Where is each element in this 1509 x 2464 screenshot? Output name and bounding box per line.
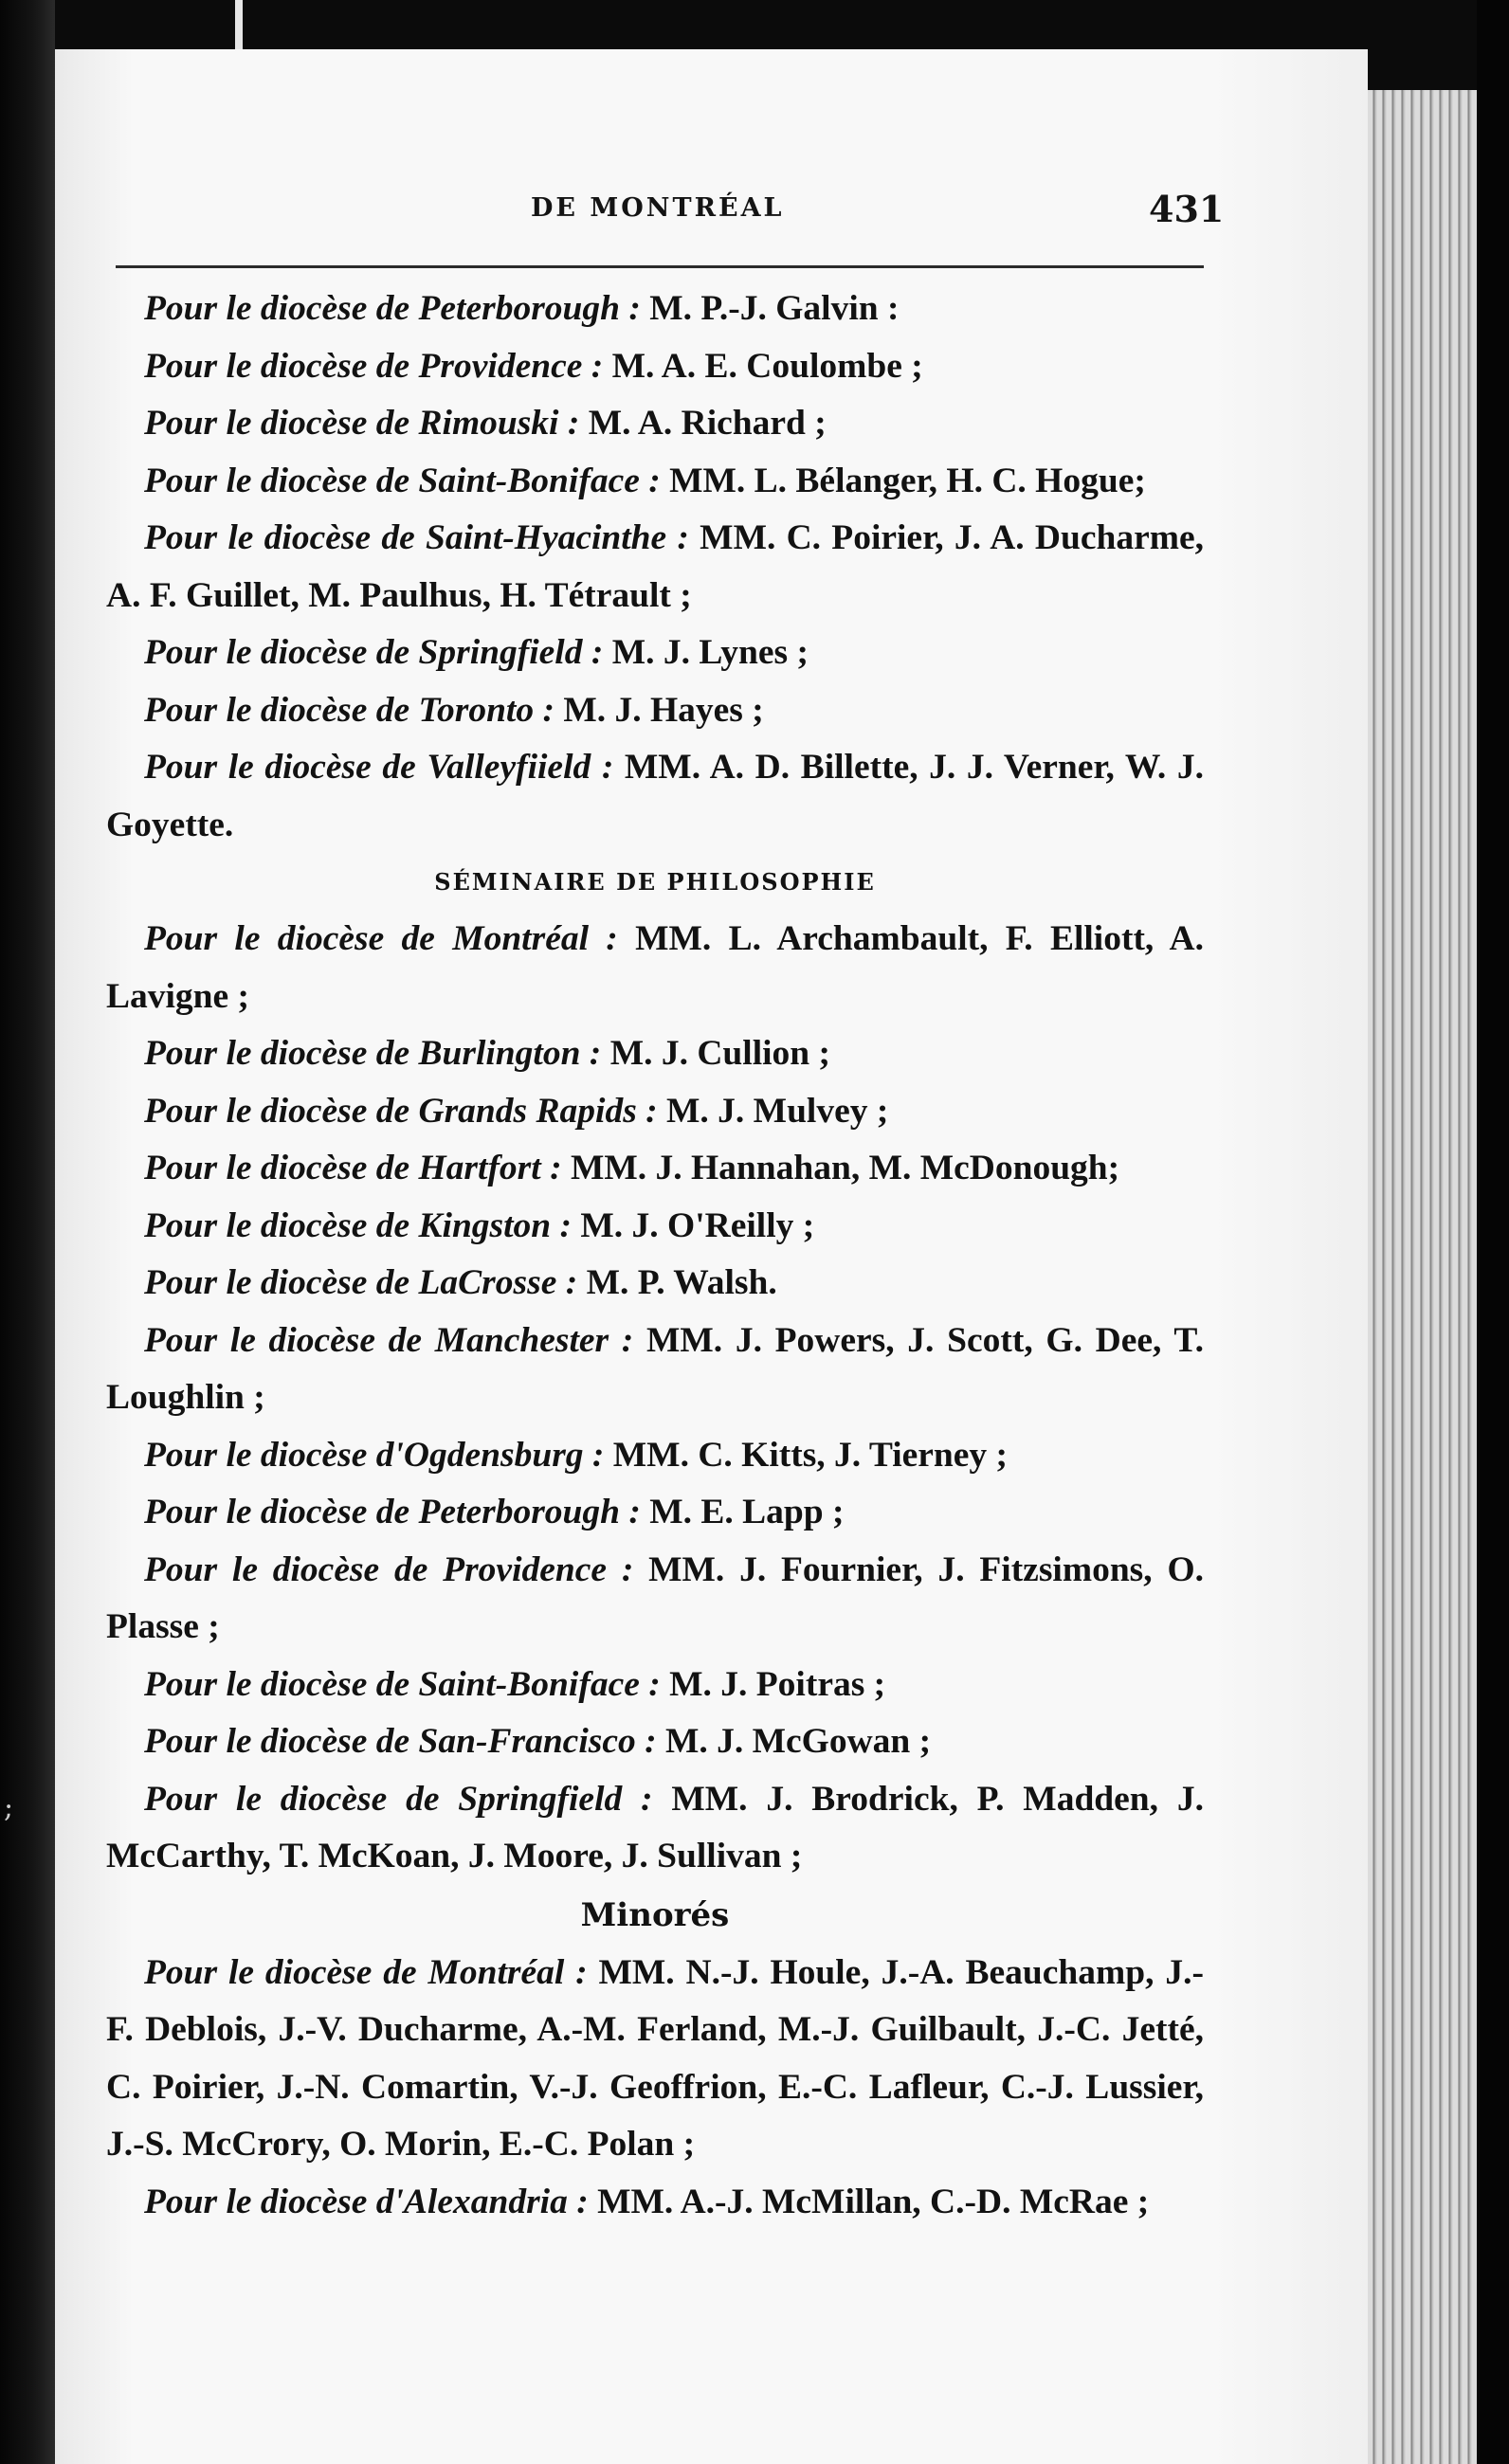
entry-paragraph <box>106 1198 1204 1256</box>
names-list: MM. J. Brodrick, P. Madden, J. McCarthy, T. McKoan, J. Moore, J. Sullivan ; <box>106 1779 1204 1875</box>
entry-paragraph <box>106 911 1204 1025</box>
header-rule <box>116 265 1204 268</box>
names-list: MM. N.-J. Houle, J.-A. Beauchamp, J.-F. Deblois, J.-V. Ducharme, A.-M. Ferland, M.-J. Guilbault, J.-C. Jetté, C. Poirier, J.-N. Comartin, V.-J. Geoffrion, E.-C. Lafleur, C.-J. Lussier, J.-S. McCrory, O. Morin, E.-C. Polan ; <box>106 1952 1204 2164</box>
diocese-label: Pour le diocèse de Springfield : <box>144 633 604 672</box>
diocese-label: Pour le diocèse de San-Francisco : <box>144 1722 657 1761</box>
entry-paragraph <box>106 1313 1204 1427</box>
diocese-label: Pour le diocèse de Manchester : <box>144 1320 634 1360</box>
entry-paragraph <box>106 1713 1204 1771</box>
scan-corner-mark <box>235 0 243 52</box>
names-list: MM. J. Powers, J. Scott, G. Dee, T. Loughlin ; <box>106 1320 1204 1417</box>
diocese-label: Pour le diocèse de Springfield : <box>144 1779 653 1819</box>
entry-paragraph <box>106 2174 1204 2232</box>
names-list: M. E. Lapp ; <box>640 1493 845 1531</box>
names-list: MM. A. D. Billette, J. J. Verner, W. J. Goyette. <box>106 748 1204 844</box>
diocese-label: Pour le diocèse de Rimouski : <box>144 404 580 443</box>
names-list: M. A. E. Coulombe ; <box>603 346 923 386</box>
diocese-label: Pour le diocèse de Saint-Boniface : <box>144 461 661 500</box>
section-heading: Minorés <box>580 1895 730 1934</box>
entry-paragraph <box>106 1427 1204 1485</box>
diocese-label: Pour le diocèse de Hartfort : <box>144 1149 562 1187</box>
names-list: M. J. McGowan ; <box>656 1722 932 1761</box>
names-list: M. P.-J. Galvin : <box>640 289 900 328</box>
entry-paragraph <box>106 1542 1204 1657</box>
names-list: MM. L. Archambault, F. Elliott, A. Lavigne ; <box>106 919 1205 1016</box>
names-list: M. J. Poitras ; <box>660 1664 886 1704</box>
names-list: MM. J. Hannahan, M. McDonough; <box>561 1149 1120 1187</box>
diocese-label: Pour le diocèse d'Ogdensburg : <box>144 1435 605 1475</box>
entry-paragraph <box>106 1255 1204 1313</box>
names-list: MM. J. Fournier, J. Fitzsimons, O. Plasse ; <box>106 1549 1204 1646</box>
names-list: MM. A.-J. McMillan, C.-D. McRae ; <box>588 2182 1150 2221</box>
diocese-label: Pour le diocèse de Montréal : <box>144 919 618 958</box>
diocese-label: Pour le diocèse de Providence : <box>144 1549 634 1589</box>
names-list: M. A. Richard ; <box>579 404 827 443</box>
entry-paragraph <box>106 1657 1204 1714</box>
names-list: MM. L. Bélanger, H. C. Hogue; <box>660 461 1146 500</box>
diocese-label: Pour le diocèse de Montréal : <box>144 1952 588 1992</box>
running-head: DE MONTRÉAL <box>531 193 785 223</box>
diocese-label: Pour le diocèse de Grands Rapids : <box>144 1091 658 1131</box>
diocese-label: Pour le diocèse de Providence : <box>144 346 604 386</box>
section-heading: SÉMINAIRE DE PHILOSOPHIE <box>434 868 876 896</box>
names-list: M. J. Lynes ; <box>603 633 809 672</box>
book-page-edges <box>1368 90 1477 2464</box>
entry-paragraph <box>106 1025 1204 1083</box>
diocese-label: Pour le diocèse de Burlington : <box>144 1034 602 1073</box>
diocese-label: Pour le diocèse de Peterborough : <box>144 1493 641 1531</box>
page-number: 431 <box>1149 188 1225 230</box>
entry-paragraph <box>106 281 1204 338</box>
diocese-label: Pour le diocèse de Saint-Boniface : <box>144 1664 661 1704</box>
diocese-label: Pour le diocèse de Kingston : <box>144 1205 573 1245</box>
names-list: M. J. Hayes ; <box>554 690 764 730</box>
entry-paragraph <box>106 1484 1204 1542</box>
entry-paragraph <box>106 1945 1204 2174</box>
diocese-label: Pour le diocèse d'Alexandria : <box>144 2182 589 2221</box>
entry-paragraph <box>106 625 1204 682</box>
names-list: MM. C. Poirier, J. A. Ducharme, A. F. Guillet, M. Paulhus, H. Tétrault ; <box>106 518 1204 615</box>
names-list: M. P. Walsh. <box>577 1263 777 1302</box>
entry-paragraph <box>106 1083 1204 1141</box>
names-list: M. J. O'Reilly ; <box>572 1205 815 1245</box>
entry-paragraph <box>106 682 1204 740</box>
page-text <box>106 281 1204 2231</box>
entry-paragraph <box>106 510 1204 625</box>
entry-paragraph <box>106 1771 1204 1886</box>
entry-paragraph <box>106 739 1204 854</box>
entry-paragraph <box>106 1140 1204 1198</box>
names-list: M. J. Mulvey ; <box>657 1091 889 1131</box>
scan-right-margin <box>1477 0 1509 2464</box>
facing-page-mark: ; <box>4 1791 14 1824</box>
entry-paragraph <box>106 338 1204 396</box>
entry-paragraph <box>106 395 1204 453</box>
diocese-label: Pour le diocèse de Peterborough : <box>144 289 641 328</box>
entry-paragraph <box>106 453 1204 511</box>
diocese-label: Pour le diocèse de Saint-Hyacinthe : <box>144 518 689 557</box>
diocese-label: Pour le diocèse de Valleyfiield : <box>144 748 614 787</box>
diocese-label: Pour le diocèse de LaCrosse : <box>144 1263 578 1302</box>
diocese-label: Pour le diocèse de Toronto : <box>144 690 555 730</box>
names-list: M. J. Cullion ; <box>601 1034 830 1073</box>
names-list: MM. C. Kitts, J. Tierney ; <box>604 1435 1009 1475</box>
scan-left-margin <box>0 0 55 2464</box>
